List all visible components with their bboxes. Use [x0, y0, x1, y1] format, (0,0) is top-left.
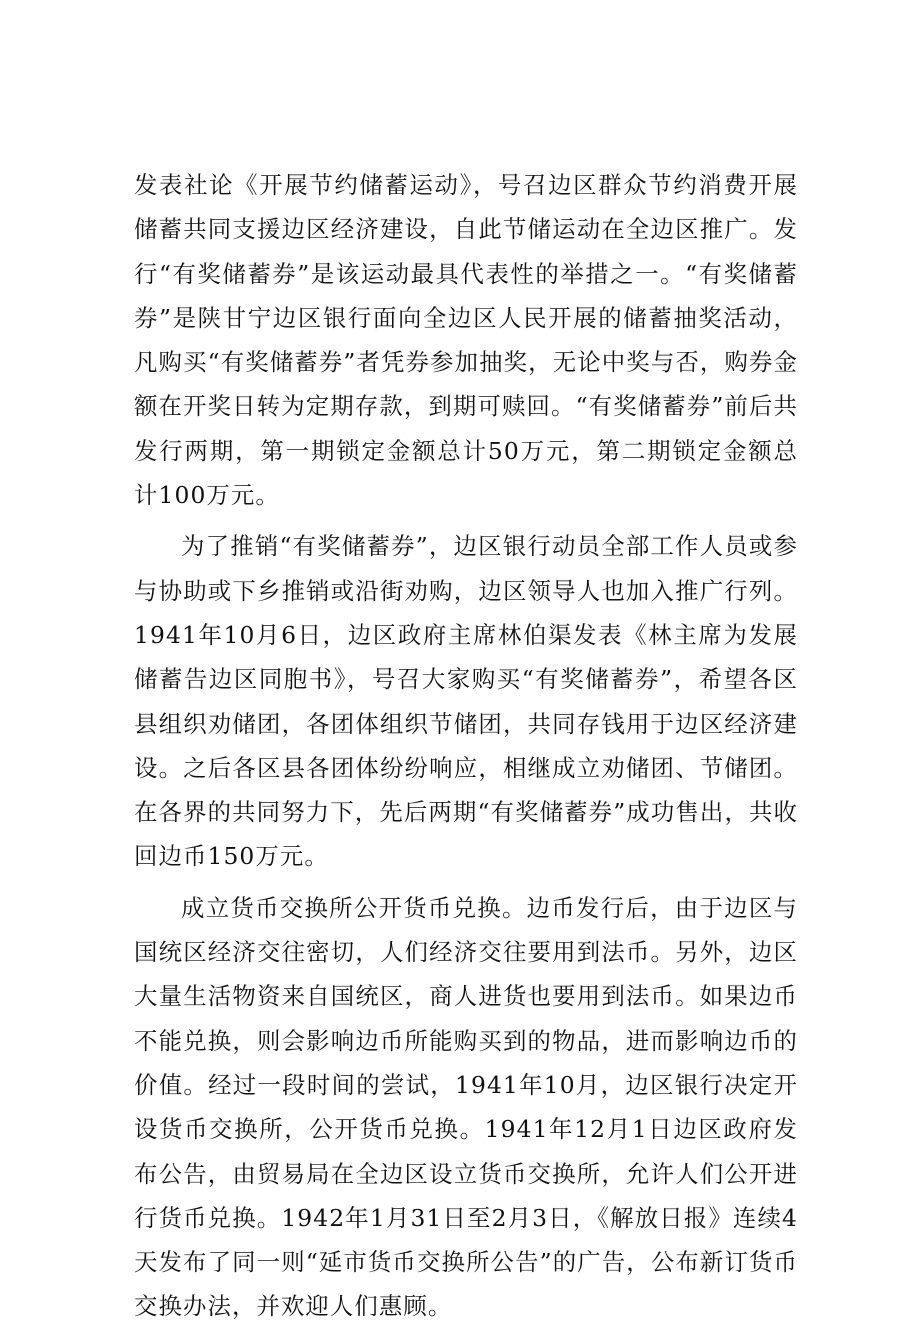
paragraph-currency-exchange: 成立货币交换所公开货币兑换。边币发行后，由于边区与国统区经济交往密切，人们经济交往要用到法币。另外，边区大量生活物资来自国统区，商人进货也要用到法币。如果边币不能兑换，则会影响边币所能购买到的物品，进而影响边币的价值。经过一段时间的尝试，1941年10月，边区银行决定开设货币交换所，公开货币兑换。1941年12月1日边区政府发布公告，由贸易局在全边区设立货币交换所，允许人们公开进行货币兑换。1942年1月31日至2月3日，《解放日报》连续4天发布了同一则“延市货币交换所公告”的广告，公布新订货币交换办法，并欢迎人们惠顾。: [134, 893, 798, 1321]
paragraph-savings-promotion: 为了推销“有奖储蓄券”，边区银行动员全部工作人员或参与协助或下乡推销或沿街劝购，边区领导人也加入推广行列。1941年10月6日，边区政府主席林伯渠发表《林主席为发展储蓄告边区同胞书》，号召大家购买“有奖储蓄券”，希望各区县组织劝储团，各团体组织节储团，共同存钱用于边区经济建设。之后各区县各团体纷纷响应，相继成立劝储团、节储团。在各界的共同努力下，先后两期“有奖储蓄券”成功售出，共收回边币150万元。: [134, 532, 798, 871]
document-body: [134, 163, 798, 1336]
paragraph-continued: 发表社论《开展节约储蓄运动》，号召边区群众节约消费开展储蓄共同支援边区经济建设，自此节储运动在全边区推广。发行“有奖储蓄券”是该运动最具代表性的举措之一。“有奖储蓄券”是陕甘宁边区银行面向全边区人民开展的储蓄抽奖活动，凡购买“有奖储蓄券”者凭券参加抽奖，无论中奖与否，购券金额在开奖日转为定期存款，到期可赎回。“有奖储蓄券”前后共发行两期，第一期锁定金额总计50万元，第二期锁定金额总计100万元。: [134, 171, 798, 510]
